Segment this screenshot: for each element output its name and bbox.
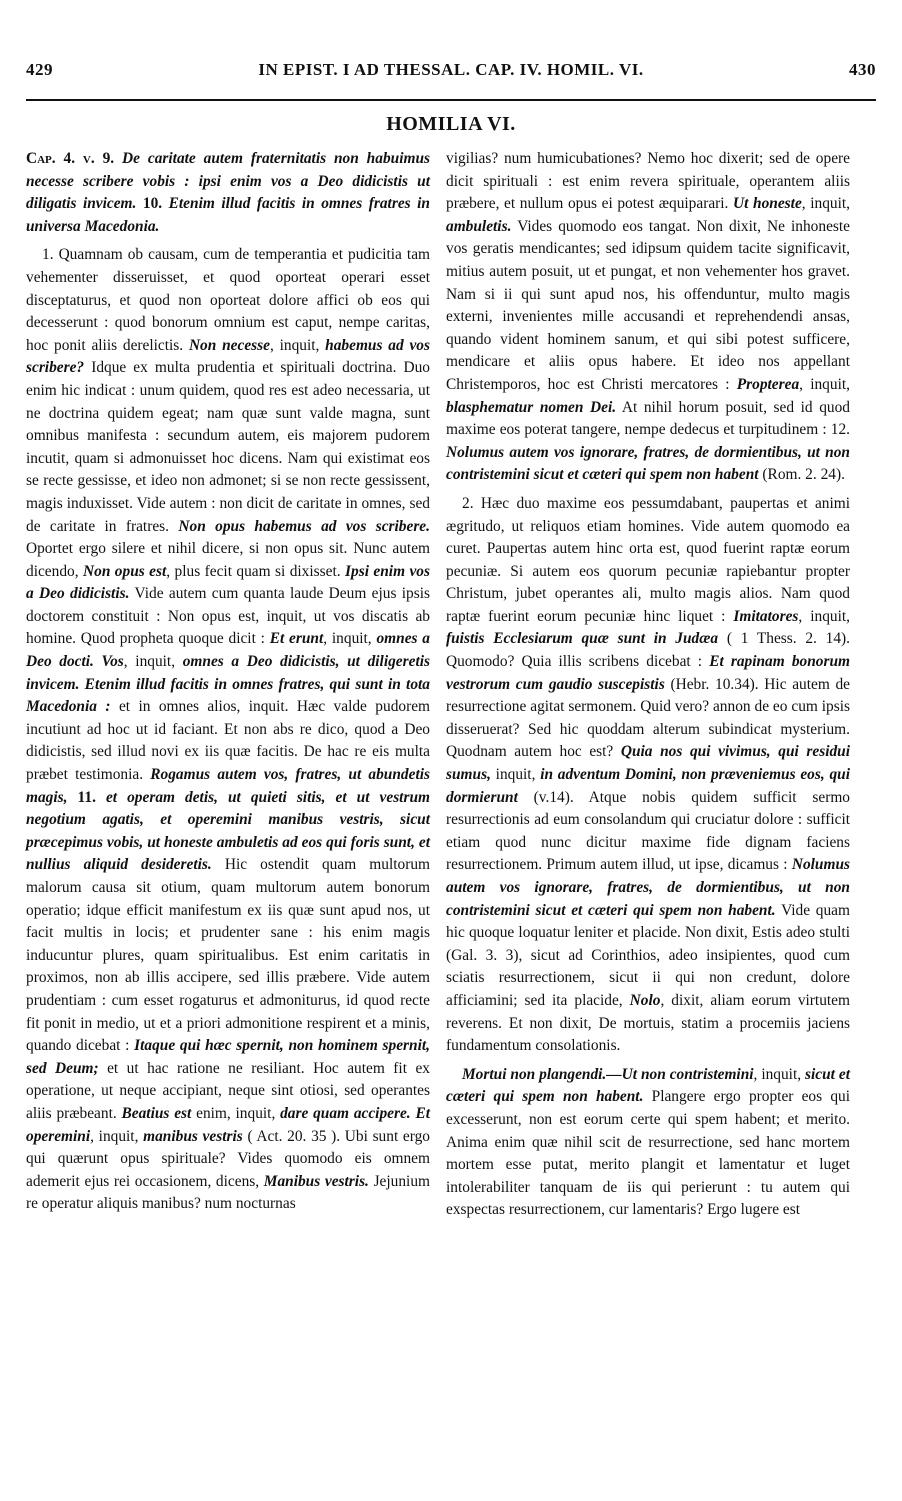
commentary-paragraph [446,493,850,1058]
quote-run: Nolumus autem vos ignorare, fratres, de dormientibus, ut non contristemini sicut et cæteri qui spem non habent. [446,856,850,919]
verse-number: 10. [142,195,163,213]
text-run: , inquit, [801,195,851,213]
quote-run: habemus ad vos scribere? [26,336,430,377]
quote-run: Non necesse [188,336,270,354]
quote-run: Nolo [629,991,661,1009]
section-heading: Mortui non plangendi.—Ut non contristemini [462,1065,754,1083]
quote-run: omnes a Deo docti. Vos [26,630,430,671]
running-head-title: IN EPIST. I AD THESSAL. CAP. IV. HOMIL. VI. [258,60,644,79]
quote-run: Et erunt [269,630,324,648]
text-run: 2. Hæc duo maxime eos pessumdabant, paupertas et animi ægritudo, ut reliquos etiam homines. Vide autem quomodo ea curet. Paupertas autem hinc orta est, quod fuerint raptæ eorum pecuniæ. Si autem eos quorum pecuniæ rapiebantur propter Christum, jubet operantes ali, multo magis alios. Nam quod raptæ fuerint eorum pecuniæ hinc liquet : [446,494,850,625]
text-run: , dixit, aliam eorum virtutem reverens. Et non dixit, De mortuis, statim a procemiis jaciens fundamentum consolationis. [446,991,850,1055]
text-run: , inquit, [269,336,320,354]
homily-title: HOMILIA VI. [386,113,516,135]
quote-run: Itaque qui hæc spernit, non hominem spernit, sed Deum; [26,1037,430,1077]
lemma-paragraph [26,148,430,238]
text-run: Vides quomodo eos tangat. Non dixit, Ne inhoneste vos geratis mendicantes; sed idipsum quidem tacite significavit, mitius autem posuit, ut et pungat, et non vehementer hos gravet. Nam si ii qui sunt apud nos, his offenduntur, multo magis externi, invenientes mille accusandi et reprehendendi ansas, quando vident hominem sanum, et qui sibi potest sufficere, mendicare et aliis opus habere. Et ideo nos appellant Christemporos, hoc est Christi mercatores : [446,217,851,393]
text-run: Hic ostendit quam multorum malorum causa sit otium, quam multorum autem bonorum operatio; idque efficit manifestum ex iis quæ sunt apud nos, ut facit multis in locis; et prudenter sane : his enim magis inducuntur plures, quam spiritualibus. Est enim caritatis in proximos, non ab illis accipere, sed illis præbere. Vide autem prudentiam : cum esset rogaturus et admoniturus, id quod recte fit ponit in medio, ut et a priori admonitione respirent et a minis, quando dicebat : [26,856,430,1055]
verse-number: 11. [77,788,96,806]
chapter-ref: Cap. 4. v. 9. [26,150,115,167]
text-run: , inquit, [123,653,176,671]
scripture-lemma: De caritate autem fraternitatis non habuimus necesse scribere vobis : ipsi enim vos a Deo didicistis ut diligatis invicem. [26,150,430,213]
quote-run: omnes a Deo didicistis, ut diligeretis invicem. Etenim illud facitis in omnes fratres, qui sunt in tota Macedonia : [26,653,430,716]
text-run: 1. Quamnam ob causam, cum de temperantia et pudicitia tam vehementer disseruisset, et quod oporteat operari esset disceptaturus, et quod non oporteat dolore affici ob eos qui decesserunt : quod bonorum omnium est caput, nempe caritas, hoc ponit aliis derelictis. [26,246,430,354]
text-run: inquit, [495,766,536,784]
quote-run: in adventum Domini, non præveniemus eos, qui dormierunt [446,766,850,806]
quote-run: et operam detis, ut quieti sitis, et ut vestrum negotium agatis, et operemini manibus vestris, sicut præcepimus vobis, ut honeste ambuletis ad eos qui foris sunt, et nullius aliquid desideretis. [26,788,430,874]
text-run: Vide quam hic quoque loquatur leniter et placide. Non dixit, Estis adeo stulti (Gal. 3. 3), sicut ad Corinthios, adeo insipientes, quod cum sciatis resurrectionem, sicut ii qui non credunt, dolore afficiamini; sed ita placide, [446,901,850,1009]
text-run: , inquit, [798,607,850,625]
quote-run: Imitatores [733,607,799,625]
quote-run: Beatius est [121,1104,192,1122]
left-column [26,148,430,1216]
text-run: Idque ex multa prudentia et spirituali doctrina. Duo enim hic indicat : unum quidem, quod res est adeo necessaria, ut ne doctrina quidem egeat; nam quæ sunt valde magna, sunt omnibus manifesta : secundum autem, eis majorem pudorem incutit, quam si admonuisset hoc dicens. Nam qui existimat eos se recte gessisse, et ideo non admonet; si se non recte gessissent, magis induxisset. Vide autem : non dicit de caritate in omnes, sed de caritate in fratres. [26,359,430,535]
quote-run: blasphematur nomen Dei. [446,398,617,416]
text-run: , inquit, [90,1127,139,1145]
commentary-paragraph [446,148,850,487]
text-run: , inquit, [799,375,850,393]
quote-run: Non opus habemus ad vos scribere. [178,517,430,535]
text-run: (Rom. 2. 24). [762,466,845,484]
running-head [26,60,876,84]
text-run: ( Act. 20. 35 ). Ubi sunt ergo qui quærunt opus spirituale? Vides quomodo eis omnem ademerit ejus rei occasionem, dicens, [26,1127,430,1190]
text-run: ( 1 Thess. 2. 14). Quomodo? Quia illis scribens dicebat : [446,630,850,671]
text-run: , plus fecit quam si dixisset. [166,562,341,580]
quote-run: ambuletis. [446,217,512,235]
quote-run: Et rapinam bonorum vestrorum cum gaudio suscepistis [446,653,850,693]
text-run: , inquit, [753,1065,802,1083]
quote-run: Propterea [736,375,800,393]
quote-run: sicut et cæteri qui spem non habent. [446,1065,850,1106]
text-run: Oportet ergo silere et nihil dicere, si non opus sit. Nunc autem dicendo, [26,540,430,580]
text-run: et in omnes alios, inquit. Hæc valde pudorem incutiunt ad hoc ut id faciant. Et non abs re dico, quod a Deo didicistis, sed illud novi ex iis quæ facitis. De hac re eis multa præbet testimonia. [26,698,431,784]
text-run: Jejunium re operatur aliquis manibus? num nocturnas [26,1172,430,1213]
quote-run: Quia nos qui vivimus, qui residui sumus, [446,743,850,784]
quote-run: Ut honeste [733,195,802,213]
text-run: At nihil horum posuit, sed id quod maxime eos poterat tangere, nempe dedecus et turpitudinem : 12. [446,398,850,439]
quote-run: Nolumus autem vos ignorare, fratres, de dormientibus, ut non contristemini sicut et cæteri qui spem non habent [446,443,850,484]
right-column [446,148,850,1222]
text-run: Vide autem cum quanta laude Deum ejus ipsis doctorem constituit : Non opus est, inquit, ut vos discatis ab homine. Quod propheta quoque dicit : [26,585,430,648]
commentary-paragraph [446,1064,850,1222]
text-run: Plangere ergo propter eos qui excesserunt, non est eorum certe qui spem habent; et merito. Anima enim quæ nihil scit de resurrectione, sed hanc mortem mortem esse putat, merito plangit et lamentatur et luget intolerabiliter tanquam de iis qui perierunt : tu autem qui exspectas resurrectionem, cur lamentaris? Ergo lugere est [446,1088,850,1219]
scripture-lemma: Etenim illud facitis in omnes fratres in universa Macedonia. [26,195,430,235]
text-run: (Hebr. 10.34). Hic autem de resurrectione agitat sermonem. Quid vero? annon de eo cum ipsis disseruerat? Sed hic quoddam alterum subindicat mysterium. Quodnam autem hoc est? [446,675,850,761]
page-number-right: 430 [849,60,876,79]
quote-run: manibus vestris [143,1127,243,1145]
commentary-paragraph [26,244,430,1216]
quote-run: Manibus vestris. [263,1172,369,1190]
quote-run: Ipsi enim vos a Deo didicistis. [26,562,430,603]
quote-run: Non opus est [83,562,167,580]
quote-run: Rogamus autem vos, fratres, ut abundetis magis, [26,766,430,806]
quote-run: dare quam accipere. Et operemini [26,1104,430,1145]
text-run: , inquit, [323,630,372,648]
header-rule [26,99,876,101]
text-run: (v.14). Atque nobis quidem sufficit sermo resurrectionis ad eum consolandum qui cruciatur dolore : sufficit etiam quod nunc dicitur maxime fide dignam faciens resurrectionem. Primum autem illud, ut ipse, dicamus : [446,788,850,874]
quote-run: fuistis Ecclesiarum quæ sunt in Judæa [446,630,719,648]
text-run: enim, inquit, [196,1104,276,1122]
text-run: et ut hac ratione ne resiliant. Hoc autem fit ex operatione, ut neque accipiant, neque sint otiosi, sed operantes aliis præbeant. [26,1059,430,1122]
page-number-left: 429 [26,60,53,79]
text-run: vigilias? num humicubationes? Nemo hoc dixerit; sed de opere dicit spirituali : est enim revera spirituale, operantem aliis præbere, et nullum opus ei potest æquiparari. [446,150,850,213]
